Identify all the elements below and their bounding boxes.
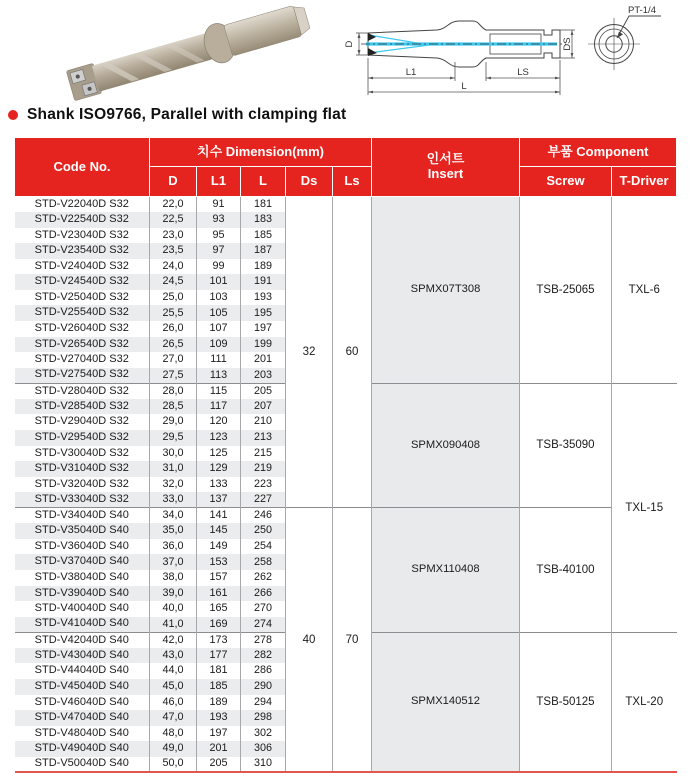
cell-l1: 101	[197, 274, 241, 290]
cell-l1: 103	[197, 290, 241, 306]
cell-code: STD-V29040D S32	[34, 415, 129, 428]
header-code-no: Code No.	[15, 138, 150, 197]
header-insert-en: Insert	[427, 166, 464, 181]
cell-l: 270	[241, 601, 286, 617]
cell-l1: 129	[197, 461, 241, 477]
cell-l: 207	[241, 399, 286, 415]
cell-d: 44,0	[150, 663, 197, 679]
cell-tdriver: TXL-6	[612, 197, 677, 384]
cell-code: STD-V44040D S40	[34, 664, 129, 677]
cell-code: STD-V37040D S40	[15, 554, 150, 570]
dim-label-l1: L1	[405, 67, 417, 78]
cell-l: 274	[241, 617, 286, 633]
cell-l: 187	[241, 243, 286, 259]
drill-photo-illustration	[30, 2, 330, 106]
cell-d: 26,5	[150, 337, 197, 353]
cell-d: 28,0	[150, 383, 197, 399]
cell-l1: 193	[197, 710, 241, 726]
cell-l1: 99	[197, 259, 241, 275]
cell-d: 49,0	[150, 741, 197, 757]
cell-code: STD-V36040D S40	[34, 539, 129, 552]
cell-d: 28,5	[150, 399, 197, 415]
header-col-ds: Ds	[286, 167, 333, 197]
cell-l: 290	[241, 679, 286, 695]
cell-l: 294	[241, 695, 286, 711]
cell-d: 35,0	[150, 523, 197, 539]
cell-l: 191	[241, 274, 286, 290]
header-col-l: L	[241, 167, 286, 197]
cell-d: 50,0	[150, 757, 197, 773]
thread-label-pt: PT-1/4	[628, 5, 656, 16]
cell-d: 47,0	[150, 710, 197, 726]
cell-l: 254	[241, 539, 286, 555]
cell-code: STD-V33040D S32	[15, 492, 150, 508]
dim-label-d: D	[344, 40, 355, 48]
cell-code: STD-V28540D S32	[15, 399, 150, 415]
product-photo	[30, 2, 330, 106]
cell-l: 258	[241, 554, 286, 570]
cell-screw: TSB-25065	[520, 197, 612, 384]
cell-d: 46,0	[150, 695, 197, 711]
header-dimension-group: 치수 Dimension(mm)	[150, 138, 372, 167]
cell-l1: 153	[197, 554, 241, 570]
cell-l1: 105	[197, 305, 241, 321]
cell-d: 22,0	[150, 197, 197, 213]
cell-code: STD-V40040D S40	[34, 602, 129, 615]
header-col-tdriver: T-Driver	[612, 167, 677, 197]
cell-l: 310	[241, 757, 286, 773]
cell-l1: 185	[197, 679, 241, 695]
cell-d: 33,0	[150, 492, 197, 508]
cell-l1: 157	[197, 570, 241, 586]
cell-code: STD-V41040D S40	[15, 617, 150, 633]
cell-insert: SPMX090408	[372, 383, 520, 508]
cell-l: 302	[241, 726, 286, 742]
cell-d: 24,5	[150, 274, 197, 290]
cell-code: STD-V23540D S32	[15, 243, 150, 259]
cell-d: 31,0	[150, 461, 197, 477]
cell-code: STD-V25040D S32	[34, 290, 129, 303]
table-row	[15, 508, 677, 524]
dim-label-ds: DS	[562, 37, 573, 51]
cell-screw: TSB-40100	[520, 508, 612, 633]
cell-l1: 107	[197, 321, 241, 337]
cell-l1: 173	[197, 632, 241, 648]
cell-insert: SPMX140512	[372, 632, 520, 772]
cell-l: 219	[241, 461, 286, 477]
cell-l1: 189	[197, 695, 241, 711]
cell-code: STD-V30040D S32	[34, 446, 129, 459]
cell-d: 43,0	[150, 648, 197, 664]
spec-table	[14, 137, 677, 773]
cell-d: 29,0	[150, 414, 197, 430]
cell-code: STD-V27540D S32	[15, 368, 150, 384]
cell-l: 199	[241, 337, 286, 353]
cell-l: 246	[241, 508, 286, 524]
cell-l1: 181	[197, 663, 241, 679]
cell-l1: 201	[197, 741, 241, 757]
section-title-text: Shank ISO9766, Parallel with clamping flat	[27, 106, 347, 123]
cell-code: STD-V35040D S40	[15, 523, 150, 539]
cell-d: 24,0	[150, 259, 197, 275]
cell-l: 298	[241, 710, 286, 726]
cell-d: 25,5	[150, 305, 197, 321]
cell-l1: 197	[197, 726, 241, 742]
cell-l: 210	[241, 414, 286, 430]
bullet-icon	[8, 110, 18, 120]
spec-table-wrap	[14, 137, 676, 773]
spec-table-header	[15, 138, 677, 197]
header-insert-ko: 인서트	[426, 151, 465, 167]
cell-code: STD-V50040D S40	[34, 757, 129, 770]
cell-code: STD-V24540D S32	[15, 274, 150, 290]
cell-code: STD-V34040D S40	[15, 508, 150, 524]
cell-d: 36,0	[150, 539, 197, 555]
cell-d: 41,0	[150, 617, 197, 633]
cell-l: 278	[241, 632, 286, 648]
cell-tdriver: TXL-15	[612, 383, 677, 632]
cell-code: STD-V48040D S40	[34, 726, 129, 739]
cell-d: 34,0	[150, 508, 197, 524]
cell-l1: 115	[197, 383, 241, 399]
cell-l1: 169	[197, 617, 241, 633]
cell-code: STD-V42040D S40	[15, 632, 150, 648]
cell-code: STD-V31040D S32	[15, 461, 150, 477]
dim-label-ls: LS	[517, 67, 529, 78]
cell-l1: 95	[197, 228, 241, 244]
table-row	[15, 197, 677, 213]
cell-code: STD-V22540D S32	[15, 212, 150, 228]
cell-tdriver: TXL-20	[612, 632, 677, 772]
cell-l: 205	[241, 383, 286, 399]
cell-l: 203	[241, 368, 286, 384]
cell-l: 193	[241, 290, 286, 306]
cell-d: 27,0	[150, 352, 197, 368]
cell-d: 23,0	[150, 228, 197, 244]
cell-l: 223	[241, 477, 286, 493]
cell-d: 22,5	[150, 212, 197, 228]
cell-screw: TSB-50125	[520, 632, 612, 772]
dimension-diagram	[333, 0, 690, 104]
cell-l: 250	[241, 523, 286, 539]
cell-l: 185	[241, 228, 286, 244]
cell-l1: 177	[197, 648, 241, 664]
cell-screw: TSB-35090	[520, 383, 612, 508]
cell-l: 213	[241, 430, 286, 446]
header-col-screw: Screw	[520, 167, 612, 197]
cell-code: STD-V28040D S32	[15, 383, 150, 399]
cell-code: STD-V49040D S40	[15, 741, 150, 757]
cell-l1: 145	[197, 523, 241, 539]
cell-insert: SPMX07T308	[372, 197, 520, 384]
cell-d: 39,0	[150, 586, 197, 602]
header-component-group: 부품 Component	[520, 138, 677, 167]
cell-l1: 161	[197, 586, 241, 602]
cell-code: STD-V23040D S32	[34, 228, 129, 241]
cell-l: 195	[241, 305, 286, 321]
cell-d: 37,0	[150, 554, 197, 570]
cell-code: STD-V43040D S40	[15, 648, 150, 664]
cell-ls: 70	[333, 508, 372, 773]
cell-d: 23,5	[150, 243, 197, 259]
cell-l1: 123	[197, 430, 241, 446]
section-title	[8, 106, 346, 124]
header-col-l1: L1	[197, 167, 241, 197]
cell-l1: 93	[197, 212, 241, 228]
cell-code: STD-V39040D S40	[15, 586, 150, 602]
cell-l1: 91	[197, 197, 241, 213]
cell-l: 181	[241, 197, 286, 213]
cell-l1: 165	[197, 601, 241, 617]
cell-l1: 113	[197, 368, 241, 384]
cell-d: 29,5	[150, 430, 197, 446]
cell-d: 45,0	[150, 679, 197, 695]
cell-l: 227	[241, 492, 286, 508]
cell-d: 30,0	[150, 446, 197, 462]
cell-l: 266	[241, 586, 286, 602]
spec-table-body	[15, 197, 677, 773]
cell-d: 26,0	[150, 321, 197, 337]
cell-l: 282	[241, 648, 286, 664]
cell-code: STD-V24040D S32	[34, 259, 129, 272]
cell-l1: 111	[197, 352, 241, 368]
cell-code: STD-V22040D S32	[34, 197, 129, 210]
cell-ds: 32	[286, 197, 333, 508]
cell-code: STD-V45040D S40	[15, 679, 150, 695]
cell-d: 42,0	[150, 632, 197, 648]
cell-d: 27,5	[150, 368, 197, 384]
cell-l: 201	[241, 352, 286, 368]
cell-l1: 137	[197, 492, 241, 508]
cell-code: STD-V29540D S32	[15, 430, 150, 446]
cell-l1: 125	[197, 446, 241, 462]
cell-code: STD-V32040D S32	[34, 477, 129, 490]
cell-code: STD-V25540D S32	[15, 305, 150, 321]
cell-insert: SPMX110408	[372, 508, 520, 633]
cell-l: 189	[241, 259, 286, 275]
cell-d: 38,0	[150, 570, 197, 586]
cell-code: STD-V26540D S32	[15, 337, 150, 353]
cell-d: 32,0	[150, 477, 197, 493]
cell-code: STD-V27040D S32	[34, 353, 129, 366]
cell-d: 40,0	[150, 601, 197, 617]
cell-l: 286	[241, 663, 286, 679]
cell-code: STD-V38040D S40	[34, 571, 129, 583]
cell-l: 197	[241, 321, 286, 337]
cell-l: 262	[241, 570, 286, 586]
cell-code: STD-V47040D S40	[15, 710, 150, 726]
cell-code: STD-V26040D S32	[34, 322, 129, 334]
cell-l: 183	[241, 212, 286, 228]
dimension-drawing	[333, 0, 690, 104]
cell-l: 306	[241, 741, 286, 757]
cell-d: 48,0	[150, 726, 197, 742]
header-insert	[372, 138, 520, 197]
cell-l1: 97	[197, 243, 241, 259]
cell-ls: 60	[333, 197, 372, 508]
cell-l1: 205	[197, 757, 241, 773]
cell-l1: 117	[197, 399, 241, 415]
cell-l1: 141	[197, 508, 241, 524]
cell-d: 25,0	[150, 290, 197, 306]
cell-l1: 109	[197, 337, 241, 353]
header-col-d: D	[150, 167, 197, 197]
cell-l1: 120	[197, 414, 241, 430]
header-col-ls: Ls	[333, 167, 372, 197]
cell-ds: 40	[286, 508, 333, 773]
dim-label-l: L	[461, 81, 467, 92]
cell-l1: 133	[197, 477, 241, 493]
cell-l: 215	[241, 446, 286, 462]
cell-l1: 149	[197, 539, 241, 555]
cell-code: STD-V46040D S40	[34, 695, 129, 708]
